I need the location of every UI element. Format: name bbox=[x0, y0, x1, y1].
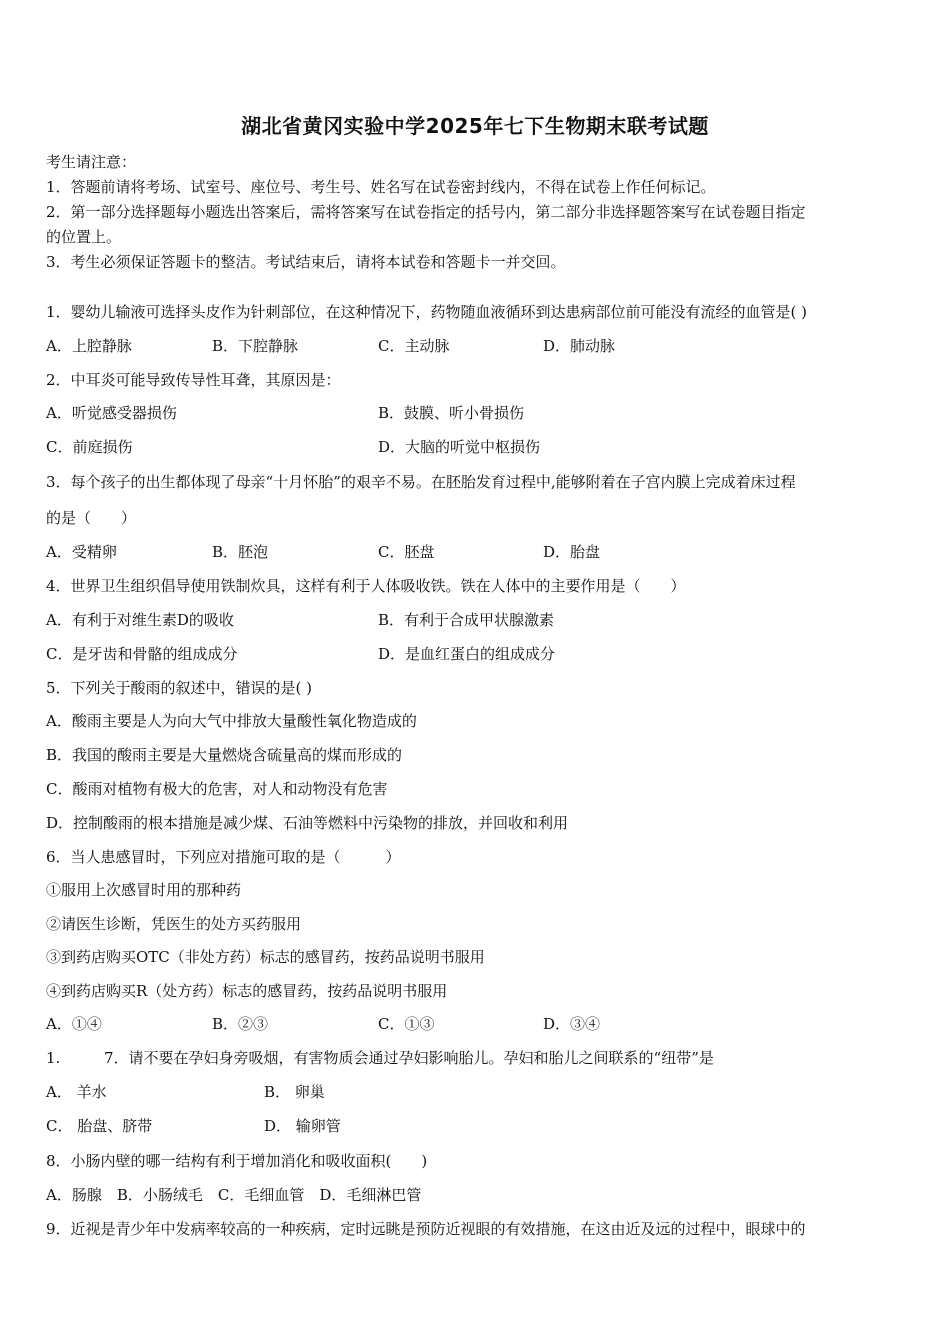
notice-item: 2．第一部分选择题每小题选出答案后，需将答案写在试卷指定的括号内，第二部分非选择题答案写在试卷题目指定 bbox=[46, 203, 806, 221]
options-line: A．肠腺 B．小肠绒毛 C．毛细血管 D．毛细淋巴管 bbox=[46, 1186, 422, 1204]
option-d: D．大脑的听觉中枢损伤 bbox=[378, 438, 541, 456]
list-number: 1. bbox=[46, 1049, 61, 1067]
option-d: D．胎盘 bbox=[543, 543, 601, 561]
option-d: D．③④ bbox=[543, 1015, 601, 1033]
option-b: B．②③ bbox=[212, 1015, 269, 1033]
question-stem: 8．小肠内壁的哪一结构有利于增加消化和吸收面积( ) bbox=[46, 1152, 428, 1170]
option-c: C．酸雨对植物有极大的危害，对人和动物没有危害 bbox=[46, 780, 388, 798]
option-a: A．有利于对维生素D的吸收 bbox=[46, 611, 234, 629]
page-title: 湖北省黄冈实验中学2025年七下生物期末联考试题 bbox=[241, 114, 709, 138]
option-b: B． 卵巢 bbox=[264, 1083, 325, 1101]
question-stem: 6．当人患感冒时，下列应对措施可取的是（ ） bbox=[46, 848, 401, 866]
question-stem: 1．婴幼儿输液可选择头皮作为针刺部位，在这种情况下，药物随血液循环到达患病部位前可能没有流经的血管是( ) bbox=[46, 303, 808, 321]
option-a: A．上腔静脉 bbox=[46, 337, 132, 355]
notice-item: 1．答题前请将考场、试室号、座位号、考生号、姓名写在试卷密封线内，不得在试卷上作任何标记。 bbox=[46, 178, 716, 196]
notice-item: 的位置上。 bbox=[46, 228, 122, 246]
option-a: A．①④ bbox=[46, 1015, 102, 1033]
option-d: D． 输卵管 bbox=[264, 1117, 341, 1135]
option-a: A． 羊水 bbox=[46, 1083, 107, 1101]
question-stem: 9．近视是青少年中发病率较高的一种疾病，定时远眺是预防近视眼的有效措施，在这由近及远的过程中，眼球中的 bbox=[46, 1220, 806, 1238]
option-a: A．受精卵 bbox=[46, 543, 117, 561]
statement-item: ②请医生诊断，凭医生的处方买药服用 bbox=[46, 915, 302, 933]
question-stem: 3．每个孩子的出生都体现了母亲“十月怀胎”的艰辛不易。在胚胎发育过程中,能够附着在子宫内膜上完成着床过程 bbox=[46, 473, 796, 491]
option-c: C．①③ bbox=[378, 1015, 435, 1033]
question-stem: 7．请不要在孕妇身旁吸烟，有害物质会通过孕妇影响胎儿。孕妇和胎儿之间联系的“纽带”是 bbox=[104, 1049, 714, 1067]
option-c: C．是牙齿和骨骼的组成成分 bbox=[46, 645, 238, 663]
question-stem: 4．世界卫生组织倡导使用铁制炊具，这样有利于人体吸收铁。铁在人体中的主要作用是（ ） bbox=[46, 577, 686, 595]
notice-heading: 考生请注意： bbox=[46, 153, 137, 171]
option-b: B．我国的酸雨主要是大量燃烧含硫量高的煤而形成的 bbox=[46, 746, 403, 764]
option-b: B．有利于合成甲状腺激素 bbox=[378, 611, 555, 629]
question-stem: 2．中耳炎可能导致传导性耳聋，其原因是： bbox=[46, 371, 341, 389]
option-a: A．酸雨主要是人为向大气中排放大量酸性氧化物造成的 bbox=[46, 712, 417, 730]
option-c: C．主动脉 bbox=[378, 337, 450, 355]
option-b: B．胚泡 bbox=[212, 543, 269, 561]
option-c: C．前庭损伤 bbox=[46, 438, 133, 456]
question-stem-continued: 的是（ ） bbox=[46, 509, 137, 527]
option-a: A．听觉感受器损伤 bbox=[46, 404, 177, 422]
statement-item: ③到药店购买OTC（非处方药）标志的感冒药，按药品说明书服用 bbox=[46, 948, 485, 966]
statement-item: ①服用上次感冒时用的那种药 bbox=[46, 881, 242, 899]
statement-item: ④到药店购买R（处方药）标志的感冒药，按药品说明书服用 bbox=[46, 982, 448, 1000]
option-d: D．肺动脉 bbox=[543, 337, 616, 355]
option-c: C． 胎盘、脐带 bbox=[46, 1117, 153, 1135]
option-d: D．控制酸雨的根本措施是减少煤、石油等燃料中污染物的排放，并回收和利用 bbox=[46, 814, 569, 832]
option-b: B．鼓膜、听小骨损伤 bbox=[378, 404, 525, 422]
notice-item: 3．考生必须保证答题卡的整洁。考试结束后，请将本试卷和答题卡一并交回。 bbox=[46, 253, 566, 271]
option-d: D．是血红蛋白的组成成分 bbox=[378, 645, 556, 663]
option-c: C．胚盘 bbox=[378, 543, 435, 561]
question-stem: 5．下列关于酸雨的叙述中，错误的是( ) bbox=[46, 679, 313, 697]
option-b: B．下腔静脉 bbox=[212, 337, 299, 355]
